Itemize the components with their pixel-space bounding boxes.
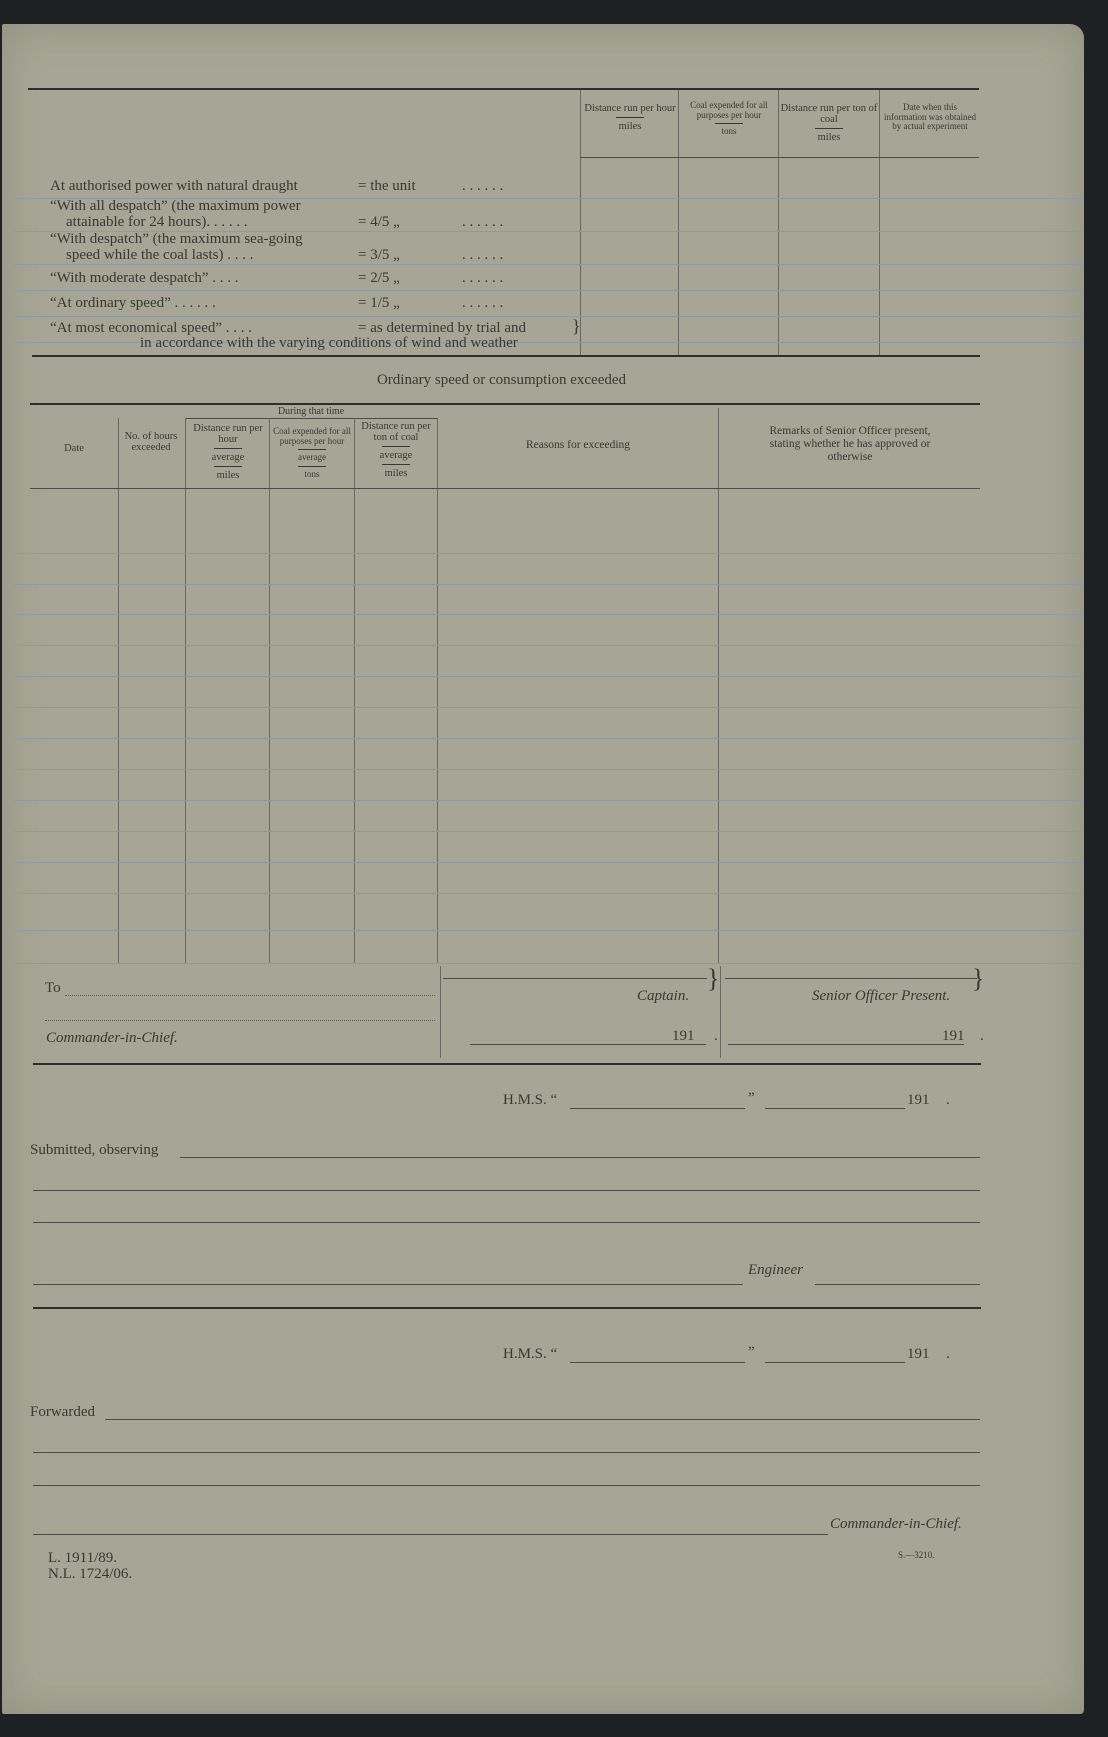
senior-officer-label: Senior Officer Present. — [812, 988, 951, 1004]
row-ratio: = 3/5 „ — [358, 247, 400, 263]
engineer-signature-line[interactable] — [815, 1284, 980, 1285]
col-coal-per-hour: Coal expended for all purposes per hour average tons — [273, 426, 351, 479]
signature-bottom-rule — [33, 1063, 981, 1065]
commander-in-chief-label: Commander-in-Chief. — [46, 1030, 178, 1046]
year: 191 — [907, 1092, 930, 1108]
row-natural-draught: At authorised power with natural draught — [50, 178, 298, 194]
year: 191 — [907, 1346, 930, 1362]
row-despatch: “With despatch” (the maximum sea-going — [50, 231, 303, 247]
col-reasons: Reasons for exceeding — [525, 439, 631, 451]
during-label: During that time — [277, 406, 345, 417]
observation-line[interactable] — [180, 1157, 980, 1158]
row-moderate-despatch: “With moderate despatch” . . . . — [50, 270, 239, 286]
ship-name-line[interactable] — [570, 1108, 745, 1109]
row-dots: . . . . . . — [462, 178, 504, 194]
row-dots: . . . . . . — [462, 247, 504, 263]
section-top-rule — [30, 403, 980, 405]
hms-label: H.M.S. “ — [503, 1092, 558, 1108]
header-distance-per-ton: Distance run per ton of coal miles — [780, 103, 878, 143]
date-line[interactable] — [765, 1108, 905, 1109]
row-economical-speed: “At most economical speed” . . . . — [50, 320, 253, 336]
year-captain: 191 — [672, 1028, 695, 1044]
row-despatch-cont: speed while the coal lasts) . . . . — [66, 247, 254, 263]
row-ordinary-speed: “At ordinary speed” . . . . . . — [50, 295, 216, 311]
captain-label: Captain. — [637, 988, 690, 1004]
row-ratio: = 1/5 „ — [358, 295, 400, 311]
forwarded-label: Forwarded — [30, 1404, 95, 1420]
forwarded-line[interactable] — [105, 1419, 980, 1420]
col-distance-per-ton: Distance run per ton of coal average miles — [361, 421, 431, 479]
submitted-label: Submitted, observing — [30, 1142, 159, 1158]
header-underline — [580, 157, 979, 158]
year-senior: 191 — [942, 1028, 965, 1044]
row-ratio: = 4/5 „ — [358, 214, 400, 230]
row-dots: . . . . . . — [462, 295, 504, 311]
engineer-label: Engineer — [748, 1262, 803, 1278]
col-hours-exceeded: No. of hours exceeded — [124, 431, 178, 453]
hms-label: H.M.S. “ — [503, 1346, 558, 1362]
row-ratio: = the unit — [358, 178, 416, 194]
brace: } — [572, 316, 581, 336]
ship-name-line[interactable] — [570, 1362, 745, 1363]
header-coal-per-hour: Coal expended for all purposes per hour tons — [690, 100, 768, 136]
row-ratio: = as determined by trial and — [358, 320, 526, 336]
date-line[interactable] — [765, 1362, 905, 1363]
col-distance-per-hour: Distance run per hour average miles — [193, 423, 263, 481]
table-bottom-rule — [32, 355, 980, 357]
to-label: To — [45, 980, 61, 996]
form-number: S.—3210. — [898, 1550, 935, 1560]
row-economical-cont: in accordance with the varying conditions of wind and weather — [140, 335, 518, 351]
header-distance-per-hour: Distance run per hour miles — [584, 103, 676, 132]
commander-in-chief-signature: Commander-in-Chief. — [830, 1516, 962, 1532]
reference-2: N.L. 1724/06. — [48, 1566, 133, 1582]
section-title: Ordinary speed or consumption exceeded — [376, 372, 627, 388]
submitted-bottom-rule — [33, 1307, 981, 1309]
row-all-despatch-cont: attainable for 24 hours). . . . . . — [66, 214, 248, 230]
header-bottom-rule — [30, 488, 980, 489]
col-remarks: Remarks of Senior Officer present, stating whether he has approved or otherwise — [769, 425, 931, 463]
row-ratio: = 2/5 „ — [358, 270, 400, 286]
to-line[interactable] — [65, 995, 435, 996]
reference-1: L. 1911/89. — [48, 1550, 118, 1566]
row-dots: . . . . . . — [462, 214, 504, 230]
row-all-despatch: “With all despatch” (the maximum power — [50, 198, 301, 214]
top-rule — [28, 88, 979, 90]
col-date: Date — [64, 443, 84, 454]
header-date-obtained: Date when this information was obtained by actual experiment — [884, 102, 976, 131]
row-dots: . . . . . . — [462, 270, 504, 286]
